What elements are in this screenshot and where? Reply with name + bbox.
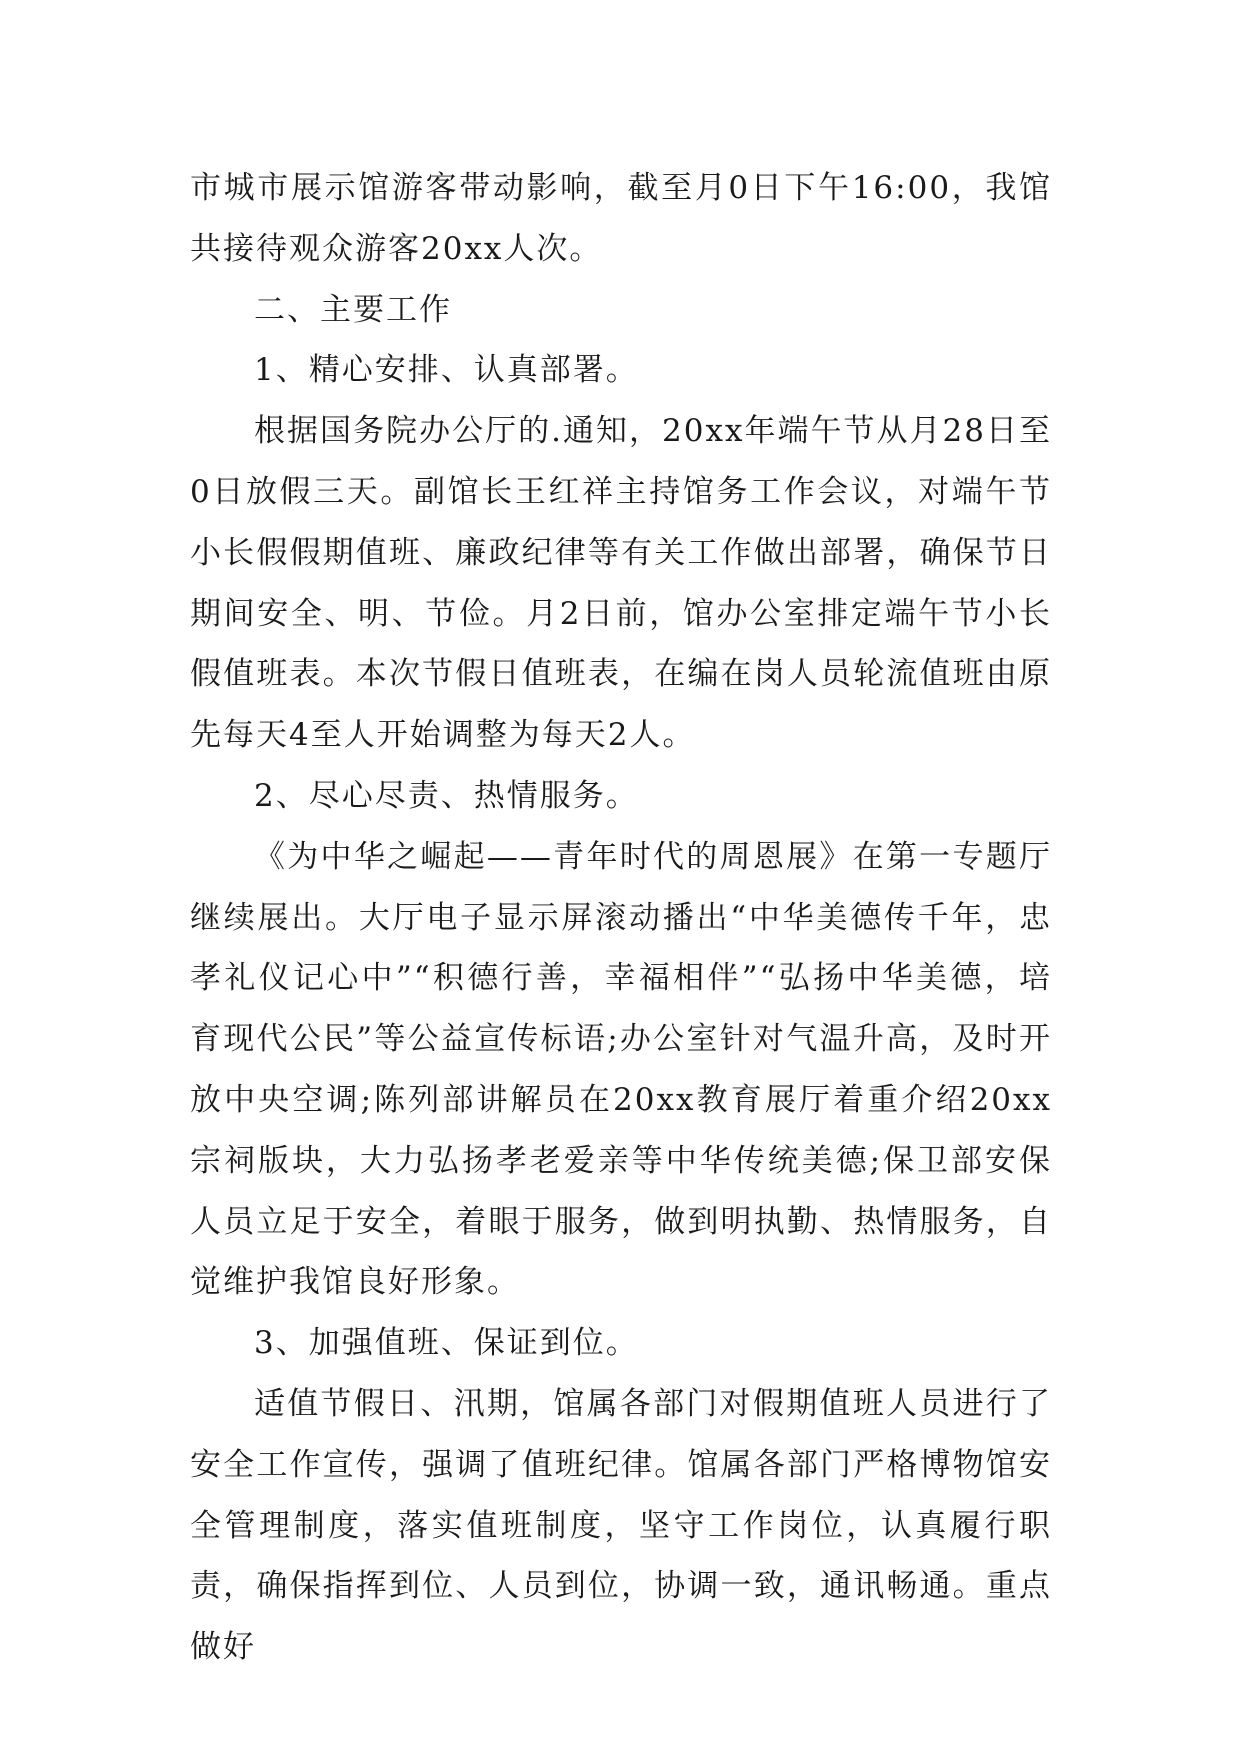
subheading-2: 2、尽心尽责、热情服务。 [254, 777, 639, 814]
subheading-1: 1、精心安排、认真部署。 [254, 352, 639, 389]
paragraph-service: 《为中华之崛起——青年时代的周恩展》在第一专题厅继续展出。大厅电子显示屏滚动播出“中华美德传千年，忠孝礼仪记心中”“积德行善，幸福相伴”“弘扬中华美德，培育现代公民”等公益宣传标语;办公室针对气温升高，及时开放中央空调;陈列部讲解员在20xx教育展厅着重介绍20xx宗祠版块，大力弘扬孝老爱亲等中华传统美德;保卫部安保人员立足于安全，着眼于服务，做到明执勤、热情服务，自觉维护我馆良好形象。 [190, 838, 1052, 1301]
paragraph-intro: 市城市展示馆游客带动影响，截至月0日下午16:00，我馆共接待观众游客20xx人次。 [190, 170, 1052, 267]
paragraph-duty: 适值节假日、汛期，馆属各部门对假期值班人员进行了安全工作宣传，强调了值班纪律。馆属各部门严格博物馆安全管理制度，落实值班制度，坚守工作岗位，认真履行职责，确保指挥到位、人员到位，协调一致，通讯畅通。重点做好 [190, 1385, 1052, 1666]
subheading-3: 3、加强值班、保证到位。 [254, 1325, 639, 1362]
heading-main-work: 二、主要工作 [254, 291, 452, 328]
paragraph-arrangement: 根据国务院办公厅的.通知，20xx年端午节从月28日至0日放假三天。副馆长王红祥主持馆务工作会议，对端午节小长假假期值班、廉政纪律等有关工作做出部署，确保节日期间安全、明、节俭。月2日前，馆办公室排定端午节小长假值班表。本次节假日值班表，在编在岗人员轮流值班由原先每天4至人开始调整为每天2人。 [190, 413, 1052, 754]
document-page [190, 158, 1052, 1678]
